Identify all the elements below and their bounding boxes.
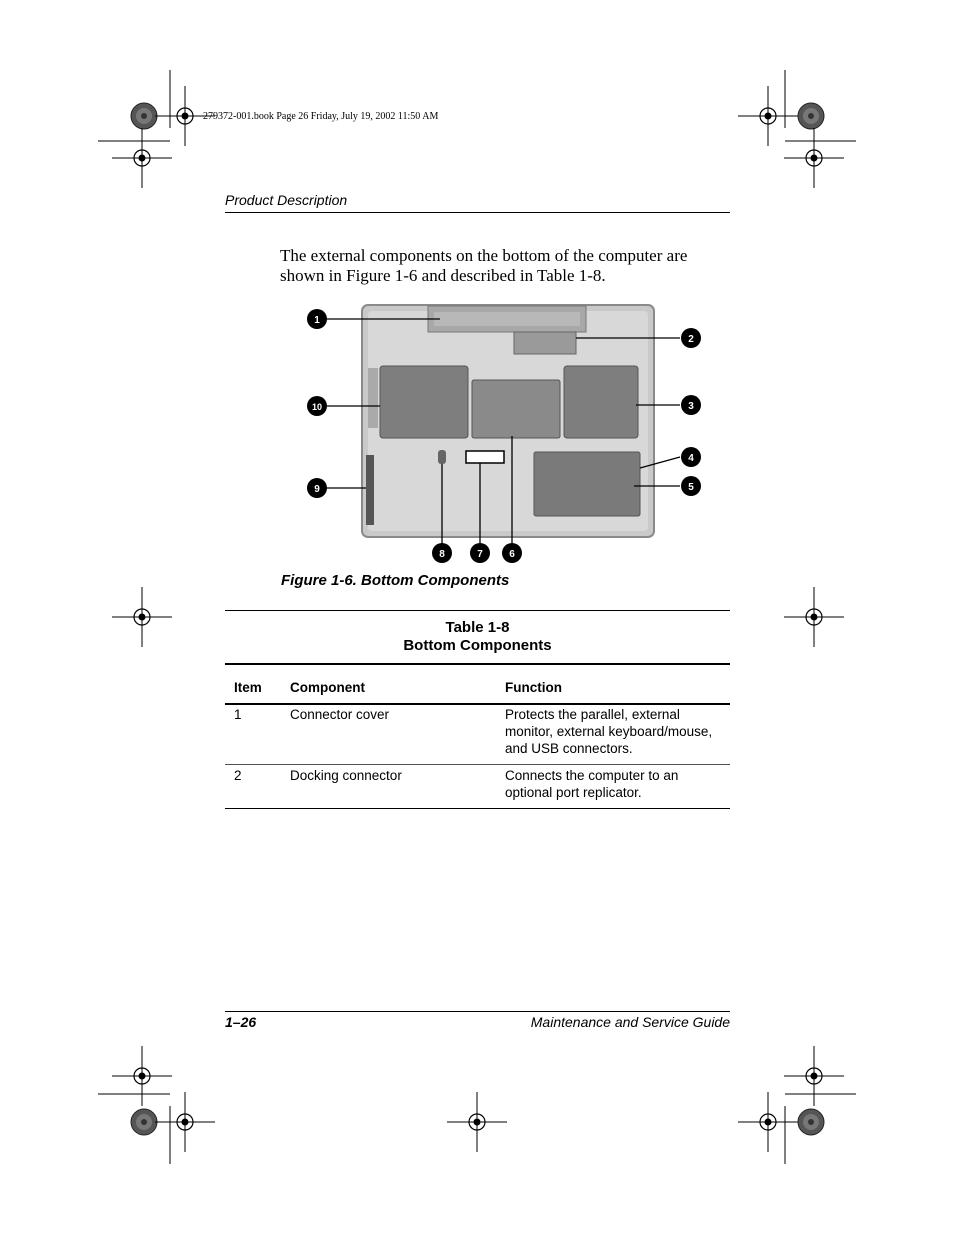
table-title	[225, 619, 730, 655]
callout-1: 1	[314, 315, 320, 326]
table-header-rule	[225, 703, 730, 705]
compartment-center	[472, 380, 560, 438]
guide-title: Maintenance and Service Guide	[530, 1014, 730, 1030]
compartment-right	[564, 366, 638, 438]
bottom-components-figure	[300, 300, 720, 570]
footer-rule	[225, 1011, 730, 1012]
callout-2: 2	[688, 334, 694, 345]
row-2-function: Connects the computer to an optional port replicator.	[505, 768, 679, 800]
header-rule	[225, 212, 730, 213]
header-item: Item	[234, 680, 262, 695]
docking-connector	[514, 332, 576, 354]
callout-8: 8	[439, 549, 445, 560]
header-function: Function	[505, 680, 562, 695]
compartment-lower	[534, 452, 640, 516]
callout-3: 3	[688, 401, 694, 412]
battery-edge	[366, 455, 374, 525]
page-number: 1–26	[225, 1014, 257, 1030]
callout-5: 5	[688, 482, 694, 493]
header-component: Component	[290, 680, 365, 695]
row-2-component: Docking connector	[290, 768, 402, 783]
table-number: Table 1-8	[445, 619, 510, 636]
callout-4: 4	[688, 453, 694, 464]
row-2-item: 2	[234, 768, 242, 783]
print-info-slug: 279372-001.book Page 26 Friday, July 19, 2002 11:50 AM	[203, 111, 439, 122]
row-divider	[225, 764, 730, 765]
table-title-rule	[225, 663, 730, 665]
table-bottom-rule	[225, 808, 730, 809]
row-1-function: Protects the parallel, external monitor, external keyboard/mouse, and USB connectors.	[505, 707, 713, 756]
compartment-left	[380, 366, 468, 438]
callout-10: 10	[311, 402, 323, 412]
table-name: Bottom Components	[403, 637, 552, 654]
row-1-item: 1	[234, 707, 242, 722]
table-top-rule	[225, 610, 730, 611]
serial-label	[466, 451, 504, 463]
callout-7: 7	[477, 549, 483, 560]
figure-caption: Figure 1-6. Bottom Components	[281, 572, 510, 589]
row-1-component: Connector cover	[290, 707, 390, 722]
intro-paragraph: The external components on the bottom of the computer are shown in Figure 1-6 and described in Table 1-8.	[280, 246, 688, 285]
running-header: Product Description	[225, 192, 348, 208]
release-latch	[438, 450, 446, 464]
callout-9: 9	[314, 484, 320, 495]
callout-6: 6	[509, 549, 515, 560]
